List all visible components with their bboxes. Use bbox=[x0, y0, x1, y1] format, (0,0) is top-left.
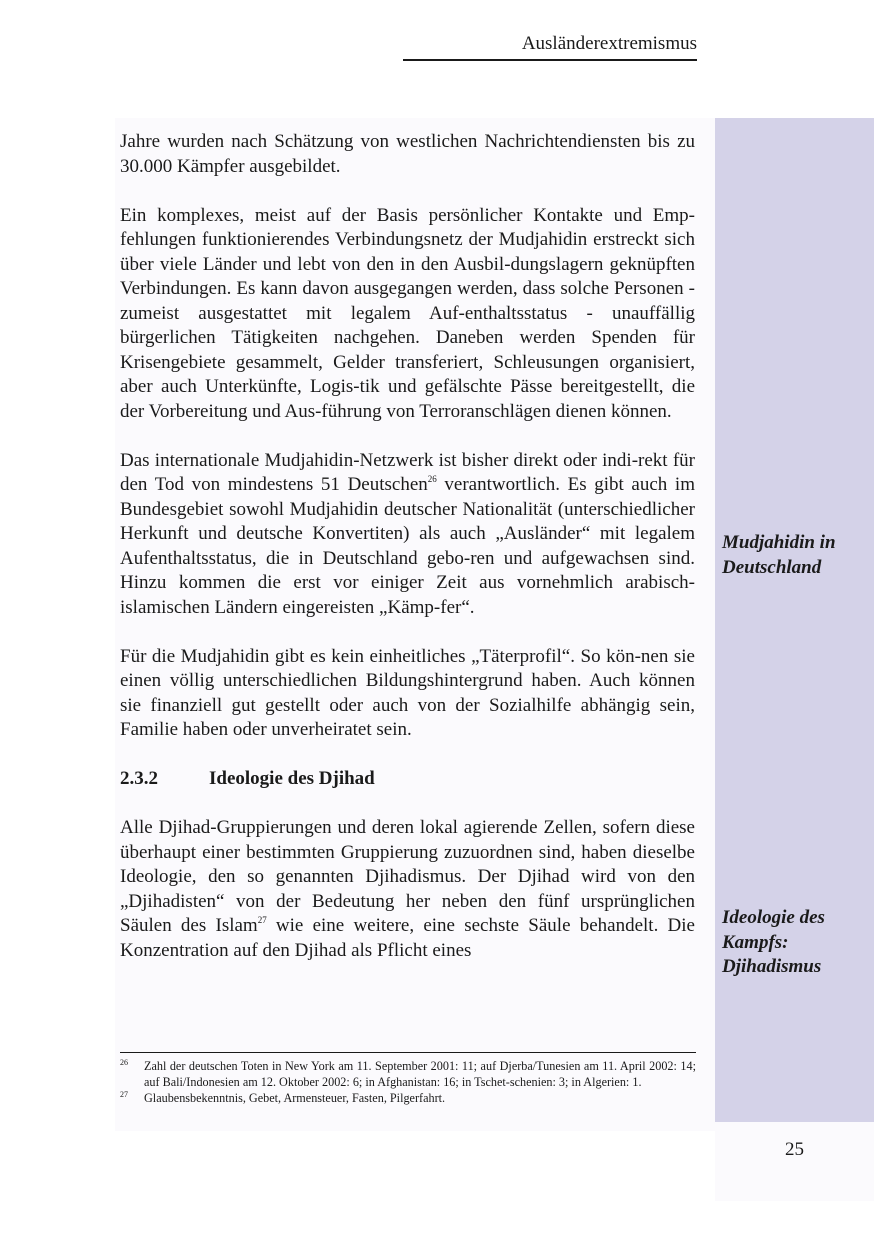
footnote-mark: 27 bbox=[120, 1090, 128, 1099]
margin-note-ideologie bbox=[722, 906, 870, 980]
footnote-text: Zahl der deutschen Toten in New York am 11. September 2001: 11; auf Djerba/Tunesien am 11. April 2002: 14; auf Bali/Indonesien am 12. Oktober 2002: 6; in Afghanistan: 16; in Tschet-schenien: 3; in Algerien: 1. bbox=[144, 1059, 696, 1089]
section-number: 2.3.2 bbox=[120, 768, 158, 789]
margin-note-mudjahidin bbox=[722, 531, 870, 580]
page-number: 25 bbox=[785, 1139, 804, 1160]
margin-note-line: Deutschland bbox=[722, 556, 822, 578]
section-title: Ideologie des Djihad bbox=[209, 768, 375, 789]
paragraph-1: Jahre wurden nach Schätzung von westlichen Nachrichtendiensten bis zu 30.000 Kämpfer ausgebildet. bbox=[120, 131, 695, 177]
footnote-mark: 26 bbox=[120, 1058, 128, 1067]
footnotes bbox=[120, 1052, 696, 1106]
running-head: Ausländerextremismus bbox=[403, 32, 697, 61]
body-text bbox=[120, 130, 695, 988]
paragraph-3-text-a: Das internationale Mudjahidin-Netzwerk ist bisher direkt oder indi-rekt für den Tod von mindestens 51 Deutschen bbox=[120, 449, 695, 495]
paragraph-3-text-b: verantwortlich. Es gibt auch im Bundesgebiet sowohl Mudjahidin deutscher Nationalität (unterschiedlicher Herkunft und deutsche Konvertiten) als auch „Ausländer“ mit legalem Aufenthaltsstatus, die in Deutschland gebo-ren und aufgewachsen sind. Hinzu kommen die erst vor einiger Zeit aus vornehmlich arabisch-islamischen Ländern eingereisten „Kämp-fer“. bbox=[120, 474, 695, 618]
footnote-26 bbox=[120, 1058, 696, 1090]
paragraph-5-text-a: Alle Djihad-Gruppierungen und deren lokal agierende Zellen, sofern diese überhaupt einer bestimmten Gruppierung zuzuordnen sind, haben dieselbe Ideologie, den so genannten Djihadismus. Der Djihad wird von den „Djihadisten“ von der Bedeutung her neben den fünf ursprünglichen Säulen des Islam bbox=[120, 817, 695, 936]
footnote-ref-27[interactable]: 27 bbox=[257, 915, 267, 925]
footnote-ref-26[interactable]: 26 bbox=[427, 474, 437, 484]
footnote-27 bbox=[120, 1090, 696, 1106]
paragraph-2: Ein komplexes, meist auf der Basis persönlicher Kontakte und Emp-fehlungen funktionierendes Verbindungsnetz der Mudjahidin erstreckt sich über viele Länder und lebt von den in den Ausbil-dungslagern geknüpften Verbindungen. Es kann davon ausgegangen werden, dass solche Personen - zumeist ausgestattet mit legalem Auf-enthaltsstatus - unauffällig bürgerlichen Tätigkeiten nachgehen. Daneben werden Spenden für Krisengebiete gesammelt, Gelder transferiert, Schleusungen organisiert, aber auch Unterkünfte, Logis-tik und gefälschte Pässe bereitgestellt, die der Vorbereitung und Aus-führung von Terroranschlägen dienen können. bbox=[120, 204, 695, 422]
footnote-text: Glaubensbekenntnis, Gebet, Armensteuer, Fasten, Pilgerfahrt. bbox=[144, 1091, 446, 1105]
margin-note-line: Kampfs: bbox=[722, 931, 789, 953]
paragraph-3 bbox=[120, 449, 695, 621]
paragraph-5-text-b: wie eine weitere, eine sechste Säule behandelt. Die Konzentration auf den Djihad als Pflicht eines bbox=[120, 915, 695, 961]
margin-note-line: Ideologie des bbox=[722, 907, 825, 928]
paragraph-4: Für die Mudjahidin gibt es kein einheitliches „Täterprofil“. So kön-nen sie einen völlig unterschiedlichen Bildungshintergrund haben. Auch können sie finanziell gut gestellt oder auch von der Sozialhilfe abhängig sein, Familie haben oder unverheiratet sein. bbox=[120, 645, 695, 740]
section-heading bbox=[120, 767, 695, 792]
margin-note-line: Djihadismus bbox=[722, 956, 822, 977]
paragraph-5 bbox=[120, 816, 695, 963]
margin-note-line: Mudjahidin in bbox=[722, 532, 836, 553]
